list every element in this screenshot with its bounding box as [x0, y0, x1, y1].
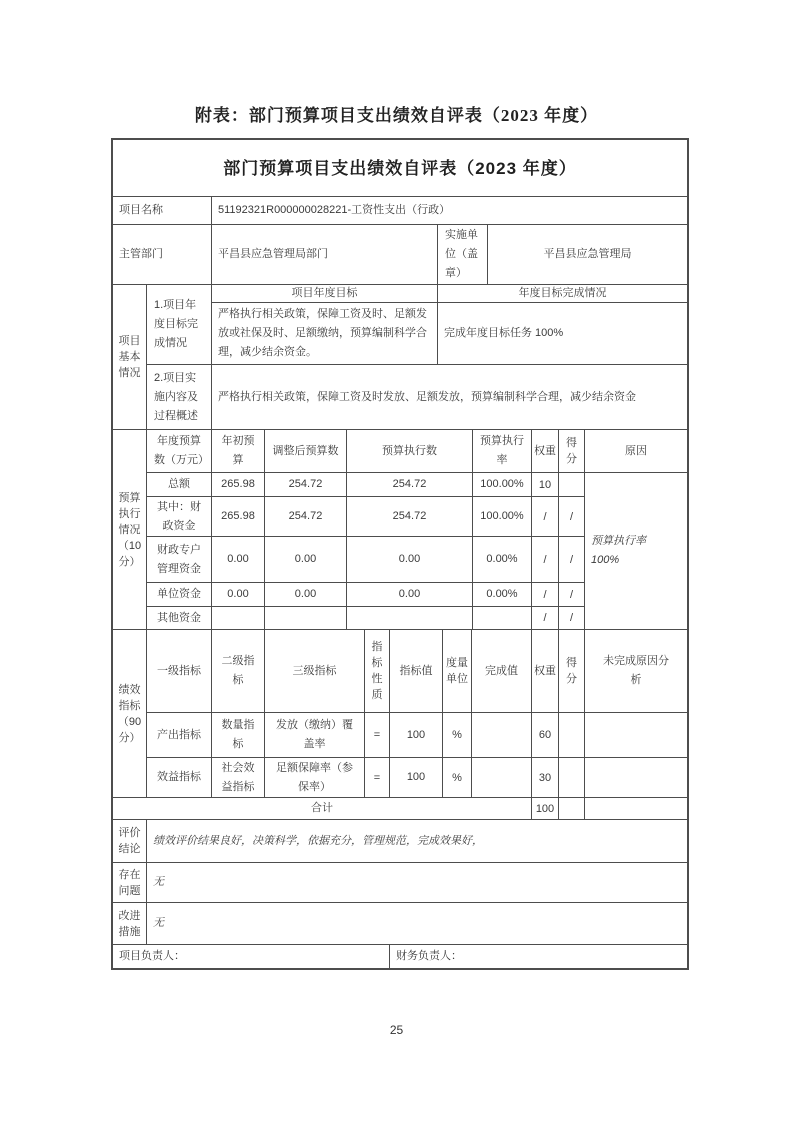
perf-header-analysis — [585, 630, 687, 713]
perf-output-score — [559, 713, 585, 758]
perf-header-level1: 一级指标 — [147, 630, 212, 713]
perf-benefit-level3: 足额保障率（参保率） — [265, 758, 365, 798]
budget-unit-weight: / — [532, 583, 559, 607]
perf-header-nature: 指标性质 — [365, 630, 390, 713]
goal-completion-header: 年度目标完成情况 — [438, 285, 687, 303]
total-weight: 100 — [532, 798, 559, 820]
budget-header-weight: 权重 — [532, 430, 559, 473]
perf-benefit-weight: 30 — [532, 758, 559, 798]
project-name-label: 项目名称 — [113, 197, 212, 225]
project-name-value: 51192321R000000028221-工资性支出（行政） — [212, 197, 687, 225]
perf-header-level2: 二级指标 — [212, 630, 265, 713]
problems-label: 存在问题 — [113, 863, 147, 903]
perf-benefit-value: 100 — [390, 758, 443, 798]
perf-output-unit: % — [443, 713, 472, 758]
finance-manager-label: 财务负责人： — [396, 950, 462, 962]
budget-other-label: 其他资金 — [147, 607, 212, 630]
goal-completion-text: 完成年度目标任务 100% — [438, 303, 687, 365]
perf-header-level3: 三级指标 — [265, 630, 365, 713]
perf-output-level2: 数量指标 — [212, 713, 265, 758]
impl-unit-label: 实施单位（盖章） — [438, 225, 488, 285]
dept-label: 主管部门 — [113, 225, 212, 285]
implementation-desc-text: 严格执行相关政策，保障工资及时发放、足额发放，预算编制科学合理，减少结余资金 — [212, 365, 687, 430]
budget-total-label: 总额 — [147, 473, 212, 497]
budget-other-score: / — [559, 607, 585, 630]
total-score — [559, 798, 585, 820]
perf-benefit-score — [559, 758, 585, 798]
improvements-text: 无 — [147, 903, 687, 945]
conclusion-text: 绩效评价结果良好，决策科学，依据充分，管理规范，完成效果好， — [147, 820, 687, 863]
perf-output-level3: 发放（缴纳）覆盖率 — [265, 713, 365, 758]
budget-fiscal-score: / — [559, 497, 585, 537]
perf-section-label: 绩效指标（90分） — [113, 630, 147, 798]
budget-fiscal-weight: / — [532, 497, 559, 537]
budget-other-executed — [347, 607, 473, 630]
budget-total-rate: 100.00% — [473, 473, 532, 497]
budget-unit-label: 单位资金 — [147, 583, 212, 607]
annual-goal-header: 项目年度目标 — [212, 285, 438, 303]
budget-header-annual: 年度预算数（万元） — [147, 430, 212, 473]
budget-section-label: 预算执行情况（10分） — [113, 430, 147, 630]
dept-value: 平昌县应急管理局部门 — [212, 225, 438, 285]
perf-output-completion — [472, 713, 532, 758]
budget-unit-adjusted: 0.00 — [265, 583, 347, 607]
budget-total-weight: 10 — [532, 473, 559, 497]
budget-special-weight: / — [532, 537, 559, 583]
budget-fiscal-rate: 100.00% — [473, 497, 532, 537]
budget-unit-score: / — [559, 583, 585, 607]
perf-header-value: 指标值 — [390, 630, 443, 713]
budget-other-weight: / — [532, 607, 559, 630]
perf-benefit-level1: 效益指标 — [147, 758, 212, 798]
budget-special-label: 财政专户管理资金 — [147, 537, 212, 583]
annual-goal-text: 严格执行相关政策，保障工资及时、足额发放或社保及时、足额缴纳，预算编制科学合理，减少结余资金。 — [212, 303, 438, 365]
perf-benefit-level2: 社会效益指标 — [212, 758, 265, 798]
perf-output-value: 100 — [390, 713, 443, 758]
budget-header-executed: 预算执行数 — [347, 430, 473, 473]
budget-unit-rate: 0.00% — [473, 583, 532, 607]
budget-other-initial — [212, 607, 265, 630]
budget-total-score — [559, 473, 585, 497]
total-analysis — [585, 798, 687, 820]
problems-text: 无 — [147, 863, 687, 903]
perf-header-score: 得分 — [559, 630, 585, 713]
perf-header-unit: 度量单位 — [443, 630, 472, 713]
budget-total-initial: 265.98 — [212, 473, 265, 497]
perf-header-completion: 完成值 — [472, 630, 532, 713]
document-heading: 附表：部门预算项目支出绩效自评表（2023 年度） — [194, 106, 599, 125]
budget-header-reason: 原因 — [585, 430, 687, 473]
budget-fiscal-initial: 265.98 — [212, 497, 265, 537]
perf-benefit-nature: = — [365, 758, 390, 798]
project-manager-label: 项目负责人： — [113, 945, 390, 968]
perf-header-weight: 权重 — [532, 630, 559, 713]
budget-header-adjusted: 调整后预算数 — [265, 430, 347, 473]
budget-header-rate: 预算执行率 — [473, 430, 532, 473]
budget-total-executed: 254.72 — [347, 473, 473, 497]
budget-fiscal-adjusted: 254.72 — [265, 497, 347, 537]
perf-benefit-unit: % — [443, 758, 472, 798]
budget-other-rate — [473, 607, 532, 630]
total-label: 合计 — [113, 798, 532, 820]
perf-output-nature: = — [365, 713, 390, 758]
perf-output-level1: 产出指标 — [147, 713, 212, 758]
budget-unit-initial: 0.00 — [212, 583, 265, 607]
budget-special-score: / — [559, 537, 585, 583]
budget-special-rate: 0.00% — [473, 537, 532, 583]
budget-other-adjusted — [265, 607, 347, 630]
perf-header-analysis-text: 未完成原因分析 — [603, 655, 669, 686]
basic-sub2-label: 2.项目实施内容及过程概述 — [147, 365, 212, 430]
improvements-label: 改进措施 — [113, 903, 147, 945]
budget-reason-cell — [585, 473, 687, 630]
perf-output-weight: 60 — [532, 713, 559, 758]
budget-fiscal-executed: 254.72 — [347, 497, 473, 537]
budget-fiscal-label: 其中：财政资金 — [147, 497, 212, 537]
page-number: 25 — [389, 1023, 404, 1037]
perf-output-analysis — [585, 713, 687, 758]
conclusion-label: 评价结论 — [113, 820, 147, 863]
basic-sub1-label: 1.项目年度目标完成情况 — [147, 285, 212, 365]
budget-total-adjusted: 254.72 — [265, 473, 347, 497]
perf-benefit-analysis — [585, 758, 687, 798]
budget-reason-text: 预算执行率 100% — [591, 535, 646, 566]
perf-benefit-completion — [472, 758, 532, 798]
table-title: 部门预算项目支出绩效自评表（2023 年度） — [113, 140, 687, 197]
budget-header-score: 得分 — [559, 430, 585, 473]
budget-header-initial: 年初预算 — [212, 430, 265, 473]
budget-special-executed: 0.00 — [347, 537, 473, 583]
impl-unit-value: 平昌县应急管理局 — [488, 225, 687, 285]
budget-special-initial: 0.00 — [212, 537, 265, 583]
budget-unit-executed: 0.00 — [347, 583, 473, 607]
budget-special-adjusted: 0.00 — [265, 537, 347, 583]
basic-section-label: 项目基本情况 — [113, 285, 147, 430]
evaluation-table — [111, 138, 689, 970]
